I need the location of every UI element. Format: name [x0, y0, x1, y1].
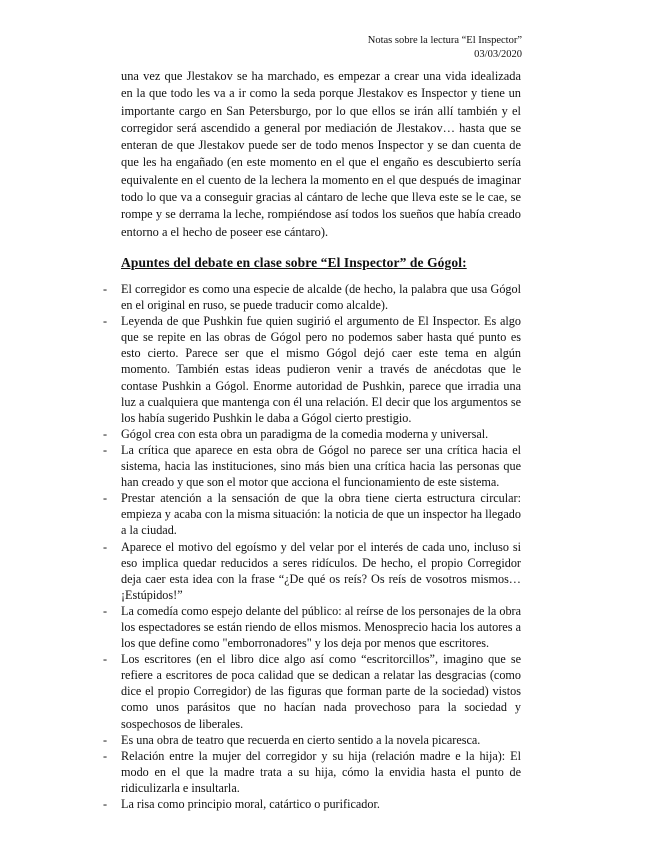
- bullet-marker: -: [103, 748, 108, 763]
- list-item-text: Gógol crea con esta obra un paradigma de la comedia moderna y universal.: [121, 426, 489, 441]
- bullet-marker: -: [103, 426, 108, 441]
- list-item: [103, 796, 521, 812]
- notes-list: [103, 281, 521, 812]
- list-item-text: La comedía como espejo delante del público: al reírse de los personajes de la obra los espectadores se están riendo de ellos mismos. Menosprecio hacia los autores a los que define como "emborronadores" y los deja por menos que escritores.: [121, 603, 522, 651]
- page-header: [368, 34, 522, 62]
- list-item-text: Los escritores (en el libro dice algo así como “escritorcillos”, imagino que se refiere a escritores de poca calidad que se dedican a relatar las desgracias (como dice el propio Corregidor) de las figuras que forman parte de la sociedad) vistos como unos parásitos que no hacían nada provechoso para la sociedad y sospechosos de liberales.: [121, 652, 521, 731]
- list-item-text: La crítica que aparece en esta obra de Gógol no parece ser una crítica hacia el sistema, hacia las instituciones, sino más bien una crítica hacia las personas que han creado y que son el motor que acciona el funcionamiento de este sistema.: [121, 442, 521, 490]
- list-item-text: El corregidor es como una especie de alcalde (de hecho, la palabra que usa Gógol en el original en ruso, se puede traducir como alcalde).: [121, 282, 521, 313]
- list-item-text: Leyenda de que Pushkin fue quien sugirió el argumento de El Inspector. Es algo que se repite en las obras de Gógol pero no podemos saber hasta qué punto es esto cierto. Parece ser que el mismo Gógol dejó caer este tema en algún momento. También estas ideas pudieron venir a través de anécdotas que le contase Pushkin a Gógol. Enorme autoridad de Pushkin, parece que irradia una luz a cualquiera que mantenga con él una relación. El decir que los argumentos se los había sugerido Pushkin le daba a Gógol cierto prestigio.: [121, 314, 521, 425]
- list-item-text: Prestar atención a la sensación de que la obra tiene cierta estructura circular: empieza y acaba con la misma situación: la noticia de que un inspector ha llegado a la ciudad.: [121, 491, 521, 538]
- header-date: 03/03/2020: [474, 49, 522, 60]
- list-item-text: Es una obra de teatro que recuerda en cierto sentido a la novela picaresca.: [121, 732, 481, 747]
- list-item: [103, 603, 521, 651]
- list-item: [103, 651, 521, 731]
- list-item: [103, 732, 521, 748]
- bullet-marker: -: [103, 732, 108, 747]
- list-item-text: Relación entre la mujer del corregidor y su hija (relación madre e la hija): El modo en el que la madre trata a su hija, cómo la envidia hasta el punto de ridiculizarla e insultarla.: [121, 748, 521, 795]
- bullet-marker: -: [103, 652, 108, 667]
- list-item: [103, 490, 521, 538]
- list-item-text: La risa como principio moral, catártico o purificador.: [121, 797, 380, 811]
- bullet-marker: -: [103, 442, 108, 457]
- list-item: [103, 313, 521, 426]
- intro-paragraph: una vez que Jlestakov se ha marchado, es empezar a crear una vida idealizada en la que todo les va a ir como la seda porque Jlestakov es Inspector y tiene un importante cargo en San Petersburgo, por lo que ellos se irán allí también y el corregidor será ascendido a general por mediación de Jlestakov… hasta que se enteran de que Jlestakov puede ser de todo menos Inspector y se dan cuenta de que les ha engañado (en este momento en el que el engaño es descubierto sería equivalente en el cuento de la lechera la momento en el que después de imaginar todo lo que va a conseguir gracias al cántaro de leche que lleva este se le cae, se rompe y se derrama la leche, rompiéndose así todos los sueños que había creado entorno a el hecho de poseer ese cántaro).: [121, 69, 521, 239]
- list-item: [103, 748, 521, 796]
- bullet-marker: -: [103, 282, 108, 296]
- bullet-marker: -: [103, 539, 108, 554]
- list-item: [103, 442, 521, 490]
- list-item: [103, 539, 521, 603]
- bullet-marker: -: [103, 603, 108, 618]
- list-item-text: Aparece el motivo del egoísmo y del velar por el interés de cada uno, incluso si eso implica quedar reducidos a seres ridículos. De hecho, el propio Corregidor deja caer esta idea con la frase “¿De qué os reís? Os reís de vosotros mismos… ¡Estúpidos!”: [121, 539, 521, 602]
- section-title: Apuntes del debate en clase sobre “El Inspector” de Gógol:: [121, 255, 467, 270]
- bullet-marker: -: [103, 797, 108, 811]
- list-item: [103, 426, 521, 442]
- header-title: Notas sobre la lectura “El Inspector”: [367, 35, 522, 46]
- bullet-marker: -: [103, 314, 108, 329]
- bullet-marker: -: [103, 491, 108, 506]
- list-item: [103, 281, 521, 313]
